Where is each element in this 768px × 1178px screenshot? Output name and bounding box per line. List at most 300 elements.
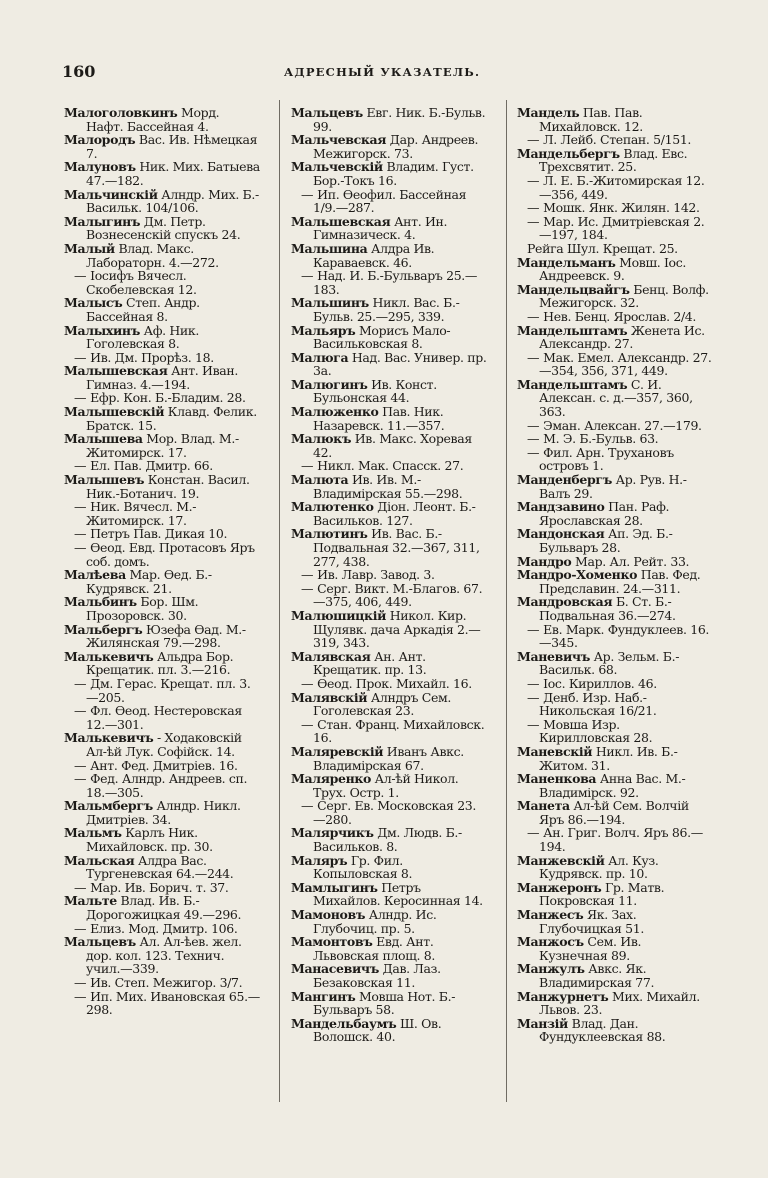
directory-entry (517, 527, 713, 554)
entry-surname: Манжесъ (517, 907, 584, 923)
entry-details: Мовша Изр. Кирилловская 28. (539, 716, 653, 746)
entry-surname: Маляревскій (291, 743, 384, 759)
entry-dash: — (527, 172, 540, 188)
directory-entry (64, 772, 260, 799)
entry-surname: Мальбергъ (64, 621, 143, 637)
entry-surname: Малюженко (291, 404, 379, 420)
directory-entry (291, 473, 487, 500)
directory-entry (64, 881, 260, 895)
entry-surname: Мандель (517, 105, 580, 120)
entry-surname: Малый (64, 240, 115, 256)
entry-details: Клавд. Фелик. Братск. 15. (86, 404, 257, 433)
directory-entry (64, 826, 260, 853)
entry-details: Мар. Ал. Рейт. 33. (575, 553, 690, 569)
entry-surname: Манета (517, 798, 570, 814)
entry-surname: Маненкова (517, 771, 597, 787)
directory-entry (291, 242, 487, 269)
entry-details: Владим. Густ. Бор.-Токъ 16. (313, 159, 474, 188)
entry-details: Эман. Алексан. 27.—179. (543, 417, 702, 433)
directory-entry (291, 160, 487, 187)
entry-details: Алндр. Мих. Б.-Васильк. 104/106. (86, 186, 259, 216)
entry-surname: Мальмбергъ (64, 798, 153, 814)
entry-details: Ал. Куз. Кудрявск. пр. 10. (539, 852, 659, 882)
directory-entry (291, 799, 487, 826)
entry-dash: — (527, 132, 540, 148)
entry-details: Анна Вас. М.-Владимірск. 92. (539, 771, 686, 800)
entry-surname: Малыгинъ (64, 213, 141, 229)
entry-dash: — (74, 675, 87, 691)
entry-surname: Маневскій (517, 743, 593, 759)
entry-surname: Малоголовкинъ (64, 105, 178, 120)
entry-details: Серг. Викт. М.-Благов. 67.—375, 406, 449. (313, 580, 483, 610)
entry-surname: Манжулъ (517, 961, 585, 977)
entry-dash: — (527, 675, 540, 691)
entry-dash: — (301, 798, 314, 814)
entry-details: Аф. Ник. Гоголевская 8. (86, 322, 199, 352)
entry-surname: Мальчевская (291, 132, 387, 148)
directory-entry (291, 527, 487, 568)
directory-entry (64, 527, 260, 541)
entry-details: Ив. Конст. Бульонская 44. (313, 376, 437, 406)
entry-details: Ив. Макс. Хоревая 42. (313, 431, 472, 460)
entry-surname: Мамоновъ (291, 907, 366, 923)
directory-entry (291, 188, 487, 215)
directory-entry (64, 459, 260, 473)
entry-details: Ив. Лавр. Завод. 3. (317, 567, 435, 583)
entry-surname: Малярчикъ (291, 825, 374, 841)
entry-dash: — (74, 540, 87, 555)
directory-entry (291, 691, 487, 718)
entry-surname: Манжевскій (517, 852, 605, 868)
directory-entry (517, 432, 713, 446)
entry-surname: Малыхинъ (64, 322, 140, 338)
directory-entry (64, 731, 260, 758)
entry-dash: — (74, 268, 87, 284)
directory-entry (291, 296, 487, 323)
entry-surname: Маляренко (291, 771, 372, 787)
directory-entry (517, 446, 713, 473)
entry-dash: — (74, 499, 87, 515)
entry-surname: Малявскій (291, 689, 368, 705)
entry-details: Л. Лейб. Степан. 5/151. (543, 132, 692, 148)
entry-details: Петръ Михайлов. Керосинная 14. (313, 879, 483, 909)
entry-details: Пав. Ник. Назаревск. 11.—357. (313, 404, 445, 433)
entry-surname: Малюта (291, 472, 349, 488)
entry-details: М. Э. Б.-Бульв. 63. (543, 431, 659, 447)
directory-entry (517, 324, 713, 351)
directory-entry (517, 378, 713, 419)
directory-entry (291, 405, 487, 432)
entry-dash: — (527, 825, 540, 841)
entry-surname: Манжеронъ (517, 879, 602, 895)
entry-dash: — (74, 757, 87, 773)
entry-surname: Малородъ (64, 132, 136, 148)
directory-entry (64, 405, 260, 432)
entry-details: Сем. Ив. Кузнечная 89. (539, 934, 642, 963)
directory-entry (291, 962, 487, 989)
entry-details: Ип. Ѳеофил. Бассейная 1/9.—287. (313, 186, 467, 216)
entry-surname: Маневичъ (517, 648, 590, 664)
entry-details: Алдра Ив. Караваевск. 46. (313, 240, 435, 270)
entry-dash: — (301, 580, 314, 596)
entry-details: Никл. Ив. Б.-Житом. 31. (539, 743, 678, 773)
directory-entry (517, 283, 713, 310)
entry-surname: Манжурнетъ (517, 988, 609, 1004)
directory-entry (517, 473, 713, 500)
entry-details: С. И. Алексан. с. д.—357, 360, 363. (539, 376, 693, 420)
directory-column-3 (517, 106, 713, 1044)
directory-entry (291, 378, 487, 405)
entry-details: Ар. Зельм. Б.-Васильк. 68. (539, 648, 680, 678)
entry-details: Влад. Евс. Трехсвятит. 25. (539, 145, 688, 175)
entry-details: Ел. Пав. Дмитр. 66. (90, 458, 213, 474)
entry-dash: — (74, 458, 87, 474)
entry-details: Ѳеод. Прок. Михайл. 16. (317, 675, 472, 691)
entry-dash: — (74, 975, 87, 990)
entry-surname: Мандровская (517, 594, 613, 610)
entry-surname: Малюга (291, 349, 349, 365)
directory-entry (517, 242, 713, 256)
directory-entry (517, 623, 713, 650)
entry-details: Мак. Емел. Александр. 27.—354, 356, 371, 449. (539, 349, 712, 379)
entry-dash: — (527, 349, 540, 365)
directory-entry (64, 650, 260, 677)
entry-surname: Мальшина (291, 240, 368, 256)
directory-entry (64, 242, 260, 269)
entry-details: Констан. Васил. Ник.-Ботанич. 19. (86, 472, 250, 501)
entry-details: Алдра Вас. Тургеневская 64.—244. (86, 852, 234, 882)
directory-entry (517, 310, 713, 324)
entry-surname: Манжосъ (517, 934, 584, 950)
directory-entry (517, 691, 713, 718)
directory-entry (291, 609, 487, 650)
directory-entry (64, 799, 260, 826)
entry-details: Пав. Фед. Предславин. 24.—311. (539, 567, 701, 596)
entry-details: Діон. Леонт. Б.-Васильков. 127. (313, 499, 476, 528)
directory-entry (64, 351, 260, 365)
directory-entry (64, 759, 260, 773)
directory-entry (517, 568, 713, 595)
entry-surname: Мандельцвайгъ (517, 281, 630, 297)
entry-surname: Мальмъ (64, 825, 122, 841)
directory-entry (64, 990, 260, 1017)
entry-dash: — (527, 431, 540, 447)
directory-entry (291, 351, 487, 378)
entry-dash: — (527, 417, 540, 433)
entry-details: Бенц. Волф. Межигорск. 32. (539, 281, 709, 311)
entry-details: Фед. Алндр. Андреев. сп. 18.—305. (86, 771, 248, 800)
entry-details: Ал. Ал-ѣев. жел. дор. кол. 123. Технич. учил.—339. (86, 934, 242, 977)
entry-surname: Мальшевская (291, 213, 391, 229)
directory-entry (517, 147, 713, 174)
directory-entry (291, 718, 487, 745)
entry-details: Степ. Андр. Бассейная 8. (86, 295, 200, 324)
directory-entry (64, 500, 260, 527)
entry-details: Алндръ Сем. Гоголевская 23. (313, 689, 451, 719)
directory-entry (517, 772, 713, 799)
directory-entry (64, 595, 260, 622)
directory-entry (64, 160, 260, 187)
directory-entry (291, 106, 487, 133)
entry-dash: — (74, 920, 87, 936)
directory-entry (517, 854, 713, 881)
entry-details: Иванъ Авкс. Владимірская 67. (313, 743, 464, 773)
directory-entry (291, 745, 487, 772)
entry-details: Никл. Мак. Спасск. 27. (317, 458, 464, 474)
directory-entry (64, 541, 260, 568)
entry-surname: Мандро-Хоменко (517, 567, 638, 583)
entry-details: Карлъ Ник. Михайловск. пр. 30. (86, 825, 213, 855)
column-divider (506, 100, 507, 1102)
directory-entry (517, 745, 713, 772)
directory-entry (64, 704, 260, 731)
entry-details: Ал-ѣй Никол. Трух. Остр. 1. (313, 771, 459, 800)
directory-entry (517, 908, 713, 935)
entry-details: Алндр. Ис. Глубочиц. пр. 5. (313, 907, 437, 936)
entry-dash: — (301, 268, 314, 284)
entry-details: Ап. Эд. Б.-Бульваръ 28. (539, 526, 673, 555)
entry-surname: Мамлыгинъ (291, 879, 378, 895)
entry-surname: Малюгинъ (291, 376, 368, 392)
directory-entry (517, 962, 713, 989)
entry-surname: Маляръ (291, 852, 348, 868)
entry-details: Мар. Ѳед. Б.-Кудрявск. 21. (86, 567, 212, 596)
directory-entry (64, 894, 260, 921)
entry-surname: Мандонская (517, 526, 605, 542)
entry-surname: Мандельманъ (517, 254, 616, 270)
entry-details: Дм. Петр. Вознесенскій спускъ 24. (86, 213, 241, 243)
entry-details: Пан. Раф. Ярославская 28. (539, 499, 670, 528)
directory-entry (291, 269, 487, 296)
directory-entry (64, 188, 260, 215)
directory-entry (517, 935, 713, 962)
directory-entry (291, 1017, 487, 1044)
entry-details: Влад. Дан. Фундуклеевская 88. (539, 1015, 666, 1045)
entry-details: Алндр. Никл. Дмитріев. 34. (86, 798, 241, 827)
entry-surname: Мамонтовъ (291, 934, 373, 950)
entry-details: Ант. Ин. Гимназическ. 4. (313, 213, 448, 243)
entry-surname: Мандельштамъ (517, 322, 628, 338)
entry-details: Дм. Герас. Крещат. пл. 3.—205. (86, 675, 251, 705)
directory-entry (291, 500, 487, 527)
directory-entry (291, 324, 487, 351)
entry-details: Ив. Дм. Прорѣз. 18. (90, 349, 214, 365)
entry-surname: Малютенко (291, 499, 374, 515)
entry-surname: Малютинъ (291, 526, 368, 542)
entry-surname: Малышевъ (64, 472, 145, 488)
entry-surname: Манзій (517, 1015, 568, 1031)
entry-details: Елиз. Мод. Дмитр. 106. (90, 920, 238, 936)
entry-details: Мих. Михайл. Львов. 23. (539, 988, 700, 1018)
entry-details: Мошк. Янк. Жилян. 142. (543, 200, 700, 216)
entry-details: Ив. Вас. Б.-Подвальная 32.—367, 311, 277, 438. (313, 526, 480, 569)
directory-entry (64, 391, 260, 405)
entry-details: Ѳеод. Евд. Протасовъ Яръ соб. домъ. (86, 540, 255, 569)
directory-entry (291, 935, 487, 962)
entry-surname: Мандро (517, 553, 572, 569)
entry-details: Ант. Фед. Дмитріев. 16. (90, 757, 238, 773)
entry-details: Никол. Кир. Щулявк. дача Аркадія 2.—319, 343. (313, 607, 481, 651)
entry-dash: — (301, 567, 314, 583)
directory-entry (517, 106, 713, 133)
directory-entry (517, 201, 713, 215)
directory-entry (64, 677, 260, 704)
entry-details: Ар. Рув. Н.-Валъ 29. (539, 472, 687, 501)
entry-details: Мар. Ис. Дмитріевская 2.—197, 184. (539, 213, 705, 243)
entry-details: Бор. Шм. Прозоровск. 30. (86, 594, 199, 623)
directory-entry (517, 1017, 713, 1044)
entry-details: Мар. Ив. Борич. т. 37. (90, 879, 229, 895)
directory-entry (64, 935, 260, 976)
directory-entry (64, 269, 260, 296)
directory-entry (291, 215, 487, 242)
entry-surname: Мангинъ (291, 988, 356, 1004)
entry-dash: — (74, 349, 87, 365)
directory-entry (64, 623, 260, 650)
directory-entry (517, 174, 713, 201)
entry-dash: — (527, 308, 540, 324)
entry-surname: Мальбинъ (64, 594, 137, 610)
entry-details: Ив. Степ. Межигор. 3/7. (90, 975, 243, 990)
directory-entry (517, 595, 713, 622)
entry-surname: Мальчинскій (64, 186, 158, 202)
entry-surname: Мальте (64, 893, 117, 909)
entry-details: Дар. Андреев. Межигорск. 73. (313, 132, 479, 161)
entry-details: Ш. Ов. Волошск. 40. (313, 1015, 442, 1045)
directory-entry (291, 677, 487, 691)
entry-surname: Малюшицкій (291, 607, 387, 623)
entry-details: Дм. Людв. Б.-Васильков. 8. (313, 825, 462, 855)
entry-surname: Мальчевскій (291, 159, 383, 175)
directory-entry (291, 881, 487, 908)
entry-details: Мовш. Іос. Андреевск. 9. (539, 254, 687, 284)
entry-details: - Ходаковскій Ал-ѣй Лук. Софійск. 14. (86, 730, 242, 759)
directory-entry (291, 432, 487, 459)
entry-details: Петръ Пав. Дикая 10. (90, 526, 228, 542)
directory-entry (291, 133, 487, 160)
entry-details: Ант. Иван. Гимназ. 4.—194. (86, 363, 238, 392)
entry-details: Дав. Лаз. Безаковская 11. (313, 961, 441, 990)
entry-details: Ник. Мих. Батыева 47.—182. (86, 159, 260, 188)
entry-dash: — (527, 689, 540, 705)
entry-surname: Малѣева (64, 567, 126, 583)
entry-details: Ип. Мих. Ивановская 65.—298. (86, 988, 260, 1018)
entry-dash: — (74, 988, 87, 1004)
directory-entry (64, 215, 260, 242)
entry-details: Влад. Ив. Б.-Дорогожицкая 49.—296. (86, 893, 242, 923)
entry-surname: Мальцевъ (291, 105, 363, 120)
entry-details: Юзефа Ѳад. М.-Жилянская 79.—298. (86, 621, 246, 651)
entry-details: Мовша Нот. Б.-Бульваръ 58. (313, 988, 456, 1018)
entry-dash: — (74, 771, 87, 787)
entry-details: Над. И. Б.-Бульваръ 25.—183. (313, 268, 478, 297)
entry-dash: — (527, 213, 540, 229)
directory-entry (517, 799, 713, 826)
directory-entry (291, 826, 487, 853)
entry-details: Ив. Ив. М.-Владимірская 55.—298. (313, 472, 463, 501)
entry-details: Евд. Ант. Львовская площ. 8. (313, 934, 435, 963)
directory-entry (291, 854, 487, 881)
entry-surname: Малявская (291, 648, 371, 664)
entry-surname: Малькевичъ (64, 648, 154, 664)
directory-entry (64, 106, 260, 133)
entry-details: Ал-ѣй Сем. Волчій Яръ 86.—194. (539, 798, 689, 827)
directory-column-2 (291, 106, 487, 1044)
entry-surname: Мандзавино (517, 499, 605, 515)
entry-surname: Мандельбаумъ (291, 1015, 397, 1031)
entry-dash: — (301, 186, 314, 202)
entry-surname: Мальшинъ (291, 295, 369, 311)
directory-entry (64, 976, 260, 990)
directory-entry (517, 555, 713, 569)
directory-entry (291, 650, 487, 677)
entry-details: Серг. Ев. Московская 23.—280. (313, 798, 477, 827)
entry-details: Ан. Григ. Волч. Яръ 86.—194. (539, 825, 703, 855)
entry-details: Гр. Фил. Копыловская 8. (313, 852, 413, 882)
directory-entry (291, 568, 487, 582)
entry-surname: Мандельштамъ (517, 376, 628, 392)
directory-entry (64, 364, 260, 391)
entry-details: Стан. Франц. Михайловск. 16. (313, 716, 485, 746)
entry-surname: Манденбергъ (517, 472, 612, 488)
entry-details: Як. Зах. Глубочицкая 51. (539, 907, 645, 936)
entry-surname: Малышева (64, 431, 143, 447)
entry-dash: — (301, 458, 314, 474)
entry-dash: — (527, 716, 540, 732)
entry-surname: Мальяръ (291, 322, 356, 338)
entry-details: Евг. Ник. Б.-Бульв. 99. (313, 105, 486, 134)
directory-entry (517, 133, 713, 147)
page-number: 160 (62, 62, 96, 81)
entry-details: Морд. Нафт. Бассейная 4. (86, 105, 220, 134)
entry-details: Фл. Ѳеод. Нестеровская 12.—301. (86, 703, 242, 732)
entry-dash: — (74, 879, 87, 895)
running-title: АДРЕСНЫЙ УКАЗАТЕЛЬ. (283, 65, 481, 79)
entry-details: Денб. Изр. Наб.-Никольская 16/21. (539, 689, 657, 719)
directory-entry (517, 256, 713, 283)
entry-details: Ефр. Кон. Б.-Бладим. 28. (90, 390, 246, 406)
entry-surname: Манасевичъ (291, 961, 379, 977)
entry-details: Альдра Бор. Крещатик. пл. 3.—216. (86, 648, 234, 678)
entry-dash: — (74, 390, 87, 406)
directory-entry (517, 650, 713, 677)
directory-entry (517, 881, 713, 908)
directory-entry (64, 473, 260, 500)
entry-details: Іосифъ Вячесл. Скобелевская 12. (86, 268, 197, 297)
directory-entry (517, 718, 713, 745)
entry-surname: Мандельбергъ (517, 145, 620, 161)
entry-dash: — (74, 526, 87, 542)
entry-surname: Малькевичъ (64, 730, 154, 746)
entry-surname: Малысъ (64, 295, 123, 311)
entry-surname: Малюкъ (291, 431, 352, 447)
directory-entry (517, 677, 713, 691)
directory-entry (64, 296, 260, 323)
entry-dash: — (527, 444, 540, 460)
entry-details: Пав. Пав. Михайловск. 12. (539, 105, 643, 134)
entry-dash: — (301, 675, 314, 691)
directory-entry (517, 826, 713, 853)
entry-details: Л. Е. Б.-Житомирская 12.—356, 449. (539, 172, 705, 202)
entry-details: Над. Вас. Универ. пр. 3а. (313, 349, 487, 379)
entry-surname: Малуновъ (64, 159, 136, 175)
entry-details: Іос. Кириллов. 46. (543, 675, 657, 691)
entry-surname: Малышевскій (64, 404, 165, 420)
directory-entry (291, 459, 487, 473)
directory-entry (517, 990, 713, 1017)
entry-details: Вас. Ив. Нѣмецкая 7. (86, 132, 258, 161)
entry-surname: Малышевская (64, 363, 168, 379)
